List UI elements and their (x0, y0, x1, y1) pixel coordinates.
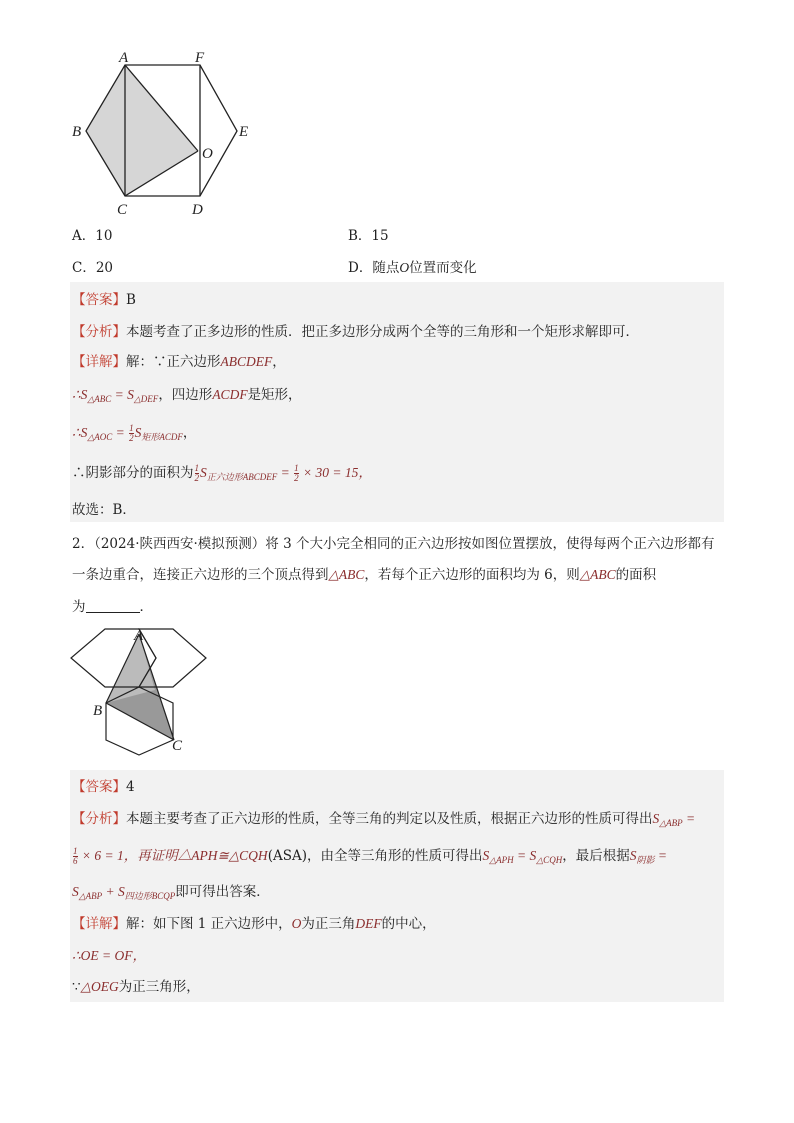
l4-pre: ∴阴影部分的面积为 (72, 465, 194, 481)
label-d: D (192, 202, 203, 218)
analysis-tag-2: 【分析】 (72, 811, 126, 827)
q2-line5: ∴OE = OF， (72, 948, 146, 963)
l2-var: ACDF (212, 387, 248, 402)
l4-fraction (195, 464, 200, 483)
answer-value-2: 4 (126, 779, 135, 795)
a2-den: 6 (73, 856, 78, 866)
l2-b: = S (111, 387, 134, 402)
l4-num: 1 (194, 463, 199, 473)
a2-l2-v1: △APH≅△CQH (177, 848, 268, 863)
l2-c: ，四边形 (158, 387, 213, 403)
label-b: B (72, 124, 82, 140)
q1-detail (72, 352, 286, 372)
l3-sub2: 矩形ACDF (141, 432, 183, 442)
l4-num2: 1 (294, 463, 299, 473)
q2-l3-post: ． (139, 599, 153, 615)
answer-value: B (126, 292, 136, 308)
analysis-text-2: 本题主要考查了正六边形的性质，全等三角的判定以及性质，根据正六边形的性质可得出 (126, 811, 653, 827)
label-c: C (117, 202, 128, 218)
detail-var: ABCDEF (220, 354, 273, 369)
l3-a: ∴S (72, 425, 88, 440)
a2-num: 1 (73, 846, 78, 856)
figure-three-hexagons (66, 624, 216, 758)
q2-analysis (72, 809, 695, 833)
figure-hexagon-abcdef (66, 46, 266, 226)
l3-b: = (112, 425, 129, 440)
a2-l2-sub2: △CQH (536, 855, 563, 865)
q2-line6 (72, 977, 200, 997)
shaded-triangle-aco (125, 65, 198, 196)
label-a2: A (134, 628, 144, 644)
q2-analysis-line3 (72, 882, 270, 906)
l4-eq: = (277, 465, 294, 480)
a2-s: S (652, 811, 660, 826)
q2-l2-pre: 一条边重合，连接正六边形的三个顶点得到 (72, 567, 329, 583)
detail-tag: 【详解】 (72, 354, 126, 370)
option-d-post: 位置而变化 (409, 260, 477, 276)
q2-l2-mid: ，若每个正六边形的面积均为 6，则 (364, 567, 580, 583)
detail-pre: 解：∵正六边形 (126, 354, 221, 370)
a2-l2-b: (ASA)，由全等三角形的性质可得出 (267, 848, 483, 864)
a2-fraction (73, 847, 78, 866)
q1-analysis (72, 322, 639, 342)
answer-tag-2: 【答案】 (72, 779, 126, 795)
q2-answer (72, 777, 135, 797)
a2-l2-a: × 6 = 1，再证明 (78, 848, 178, 863)
a2-sub: △ABP (659, 818, 683, 828)
l3-c: S (134, 425, 142, 440)
analysis-text: 本题考查了正多边形的性质．把正多边形分成两个全等的三角形和一个矩形求解即可． (126, 324, 639, 340)
l4-s: S (200, 465, 207, 480)
q2-l2-post: 的面积 (615, 567, 657, 583)
a2-l3-sub1: △ABP (78, 891, 103, 901)
a2-detail-pre: 解：如下图 1 正六边形中， (126, 916, 292, 932)
label-c2: C (172, 738, 183, 754)
l4-den: 2 (194, 473, 199, 483)
q2-detail (72, 914, 436, 934)
l3-d: ， (182, 425, 197, 441)
q2-l3-pre: 为 (72, 599, 86, 615)
l3-sub1: △AOC (87, 432, 113, 442)
shaded-region-left (86, 65, 125, 196)
l3-fraction (129, 424, 134, 443)
a2-l3-sub2: 四边形BCQP (124, 891, 176, 901)
l4-sub: 正六边形ABCDEF (206, 472, 278, 482)
a2-l3-b: 即可得出答案． (175, 884, 270, 900)
a2-l6-post: 为正三角形， (118, 979, 200, 995)
detail-tag-2: 【详解】 (72, 916, 126, 932)
q2-line2 (72, 565, 656, 585)
a2-l3-s2: S (118, 884, 125, 899)
a2-l2-d: ，最后根据 (562, 848, 630, 864)
a2-detail-var: O (291, 916, 302, 931)
a2-l6-pre: ∵ (72, 979, 81, 995)
option-b: B．15 (348, 228, 389, 244)
a2-l2-s2: S (529, 848, 537, 863)
option-d-var: O (399, 260, 410, 275)
a2-detail-var2: DEF (355, 916, 382, 931)
l3-num: 1 (129, 423, 134, 433)
option-a: A．10 (72, 228, 113, 244)
q1-line4 (72, 463, 372, 487)
l4-den2: 2 (294, 473, 299, 483)
answer-blank[interactable] (86, 598, 140, 613)
l4-post: × 30 = 15， (299, 465, 372, 480)
q2-line1: 2．（2024·陕西西安·模拟预测）将 3 个大小完全相同的正六边形按如图位置摆放，使得每两个正六边形都有 (72, 536, 715, 552)
option-c: C．20 (72, 260, 114, 276)
label-e: E (239, 124, 249, 140)
a2-l2-s3: S (629, 848, 637, 863)
a2-l6-var: △OEG (80, 979, 119, 994)
detail-post: ， (272, 354, 286, 370)
analysis-tag: 【分析】 (72, 324, 126, 340)
a2-l3-a: + (102, 884, 119, 899)
a2-l2-c: = (513, 848, 530, 863)
a2-l2-e: = (654, 848, 667, 863)
label-b2: B (93, 703, 103, 719)
a2-l3-s1: S (72, 884, 79, 899)
label-a: A (119, 50, 129, 66)
q1-answer (72, 290, 136, 310)
q2-analysis-line2 (72, 846, 667, 870)
option-d-pre: D．随点 (348, 260, 400, 276)
l3-den: 2 (129, 433, 134, 443)
q2-line3 (72, 597, 153, 617)
label-f: F (195, 50, 205, 66)
l4-fraction2 (294, 464, 299, 483)
l2-d: 是矩形， (247, 387, 302, 403)
a2-l2-sub3: 阴影 (636, 855, 655, 865)
answer-tag: 【答案】 (72, 292, 126, 308)
l2-a: ∴S (72, 387, 88, 402)
l2-sub2: △DEF (133, 394, 159, 404)
l2-sub1: △ABC (87, 394, 112, 404)
a2-detail-post: 的中心， (381, 916, 436, 932)
a2-detail-mid: 为正三角 (301, 916, 356, 932)
q1-line5: 故选：B． (72, 502, 136, 518)
q2-l2-var: △ABC (328, 567, 365, 582)
q1-line2 (72, 385, 302, 409)
option-d (348, 258, 477, 278)
a2-eq: = (682, 811, 696, 826)
q2-l2-var2: △ABC (579, 567, 616, 582)
a2-l2-s1: S (482, 848, 490, 863)
q1-line3 (72, 423, 196, 447)
label-o: O (202, 146, 213, 162)
a2-l2-sub1: △APH (489, 855, 514, 865)
